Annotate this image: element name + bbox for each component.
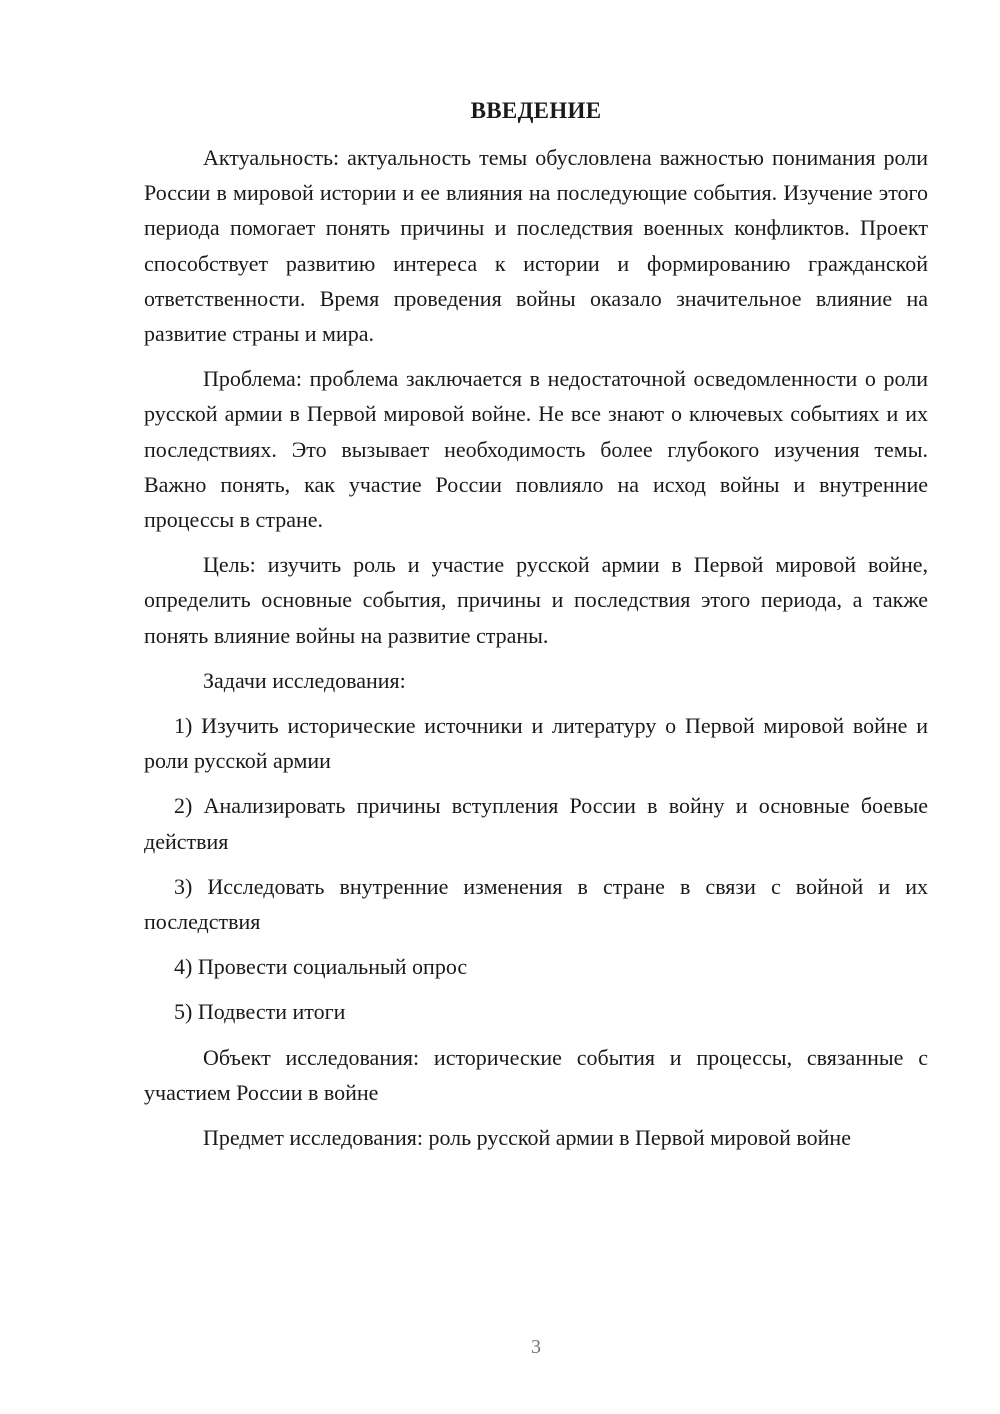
object-paragraph: Объект исследования: исторические события и процессы, связанные с участием России в войне [144,1044,928,1105]
page-title: ВВЕДЕНИЕ [470,98,602,123]
problem-paragraph: Проблема: проблема заключается в недостаточной осведомленности о роли русской армии в Первой мировой войне. Не все знают о ключевых событиях и их последствиях. Это вызывает необходимость более глубокого изучения темы. Важно понять, как участие России повлияло на исход войны и внутренние процессы в стране. [144,366,928,533]
subject-paragraph: Предмет исследования: роль русской армии в Первой мировой войне [203,1125,851,1151]
task-item: 1) Изучить исторические источники и литературу о Первой мировой войне и роли русской армии [144,713,928,774]
page-number: 3 [531,1336,541,1358]
document-page [144,96,928,1165]
goal-paragraph: Цель: изучить роль и участие русской армии в Первой мировой войне, определить основные события, причины и последствия этого периода, а также понять влияние войны на развитие страны. [144,552,928,648]
task-item: 3) Исследовать внутренние изменения в стране в связи с войной и их последствия [144,873,928,935]
task-item: 2) Анализировать причины вступления России в войну и основные боевые действия [144,793,928,854]
tasks-title: Задачи исследования: [203,667,406,693]
task-item: 4) Провести социальный опрос [174,954,468,980]
relevance-paragraph: Актуальность: актуальность темы обусловлена важностью понимания роли России в мировой истории и ее влияния на последующие события. Изучение этого периода помогает понять причины и последствия военных конфликтов. Проект способствует развитию интереса к истории и формированию гражданской ответственности. Время проведения войны оказало значительное влияние на развитие страны и мира. [144,145,928,347]
task-item: 5) Подвести итоги [174,999,346,1025]
